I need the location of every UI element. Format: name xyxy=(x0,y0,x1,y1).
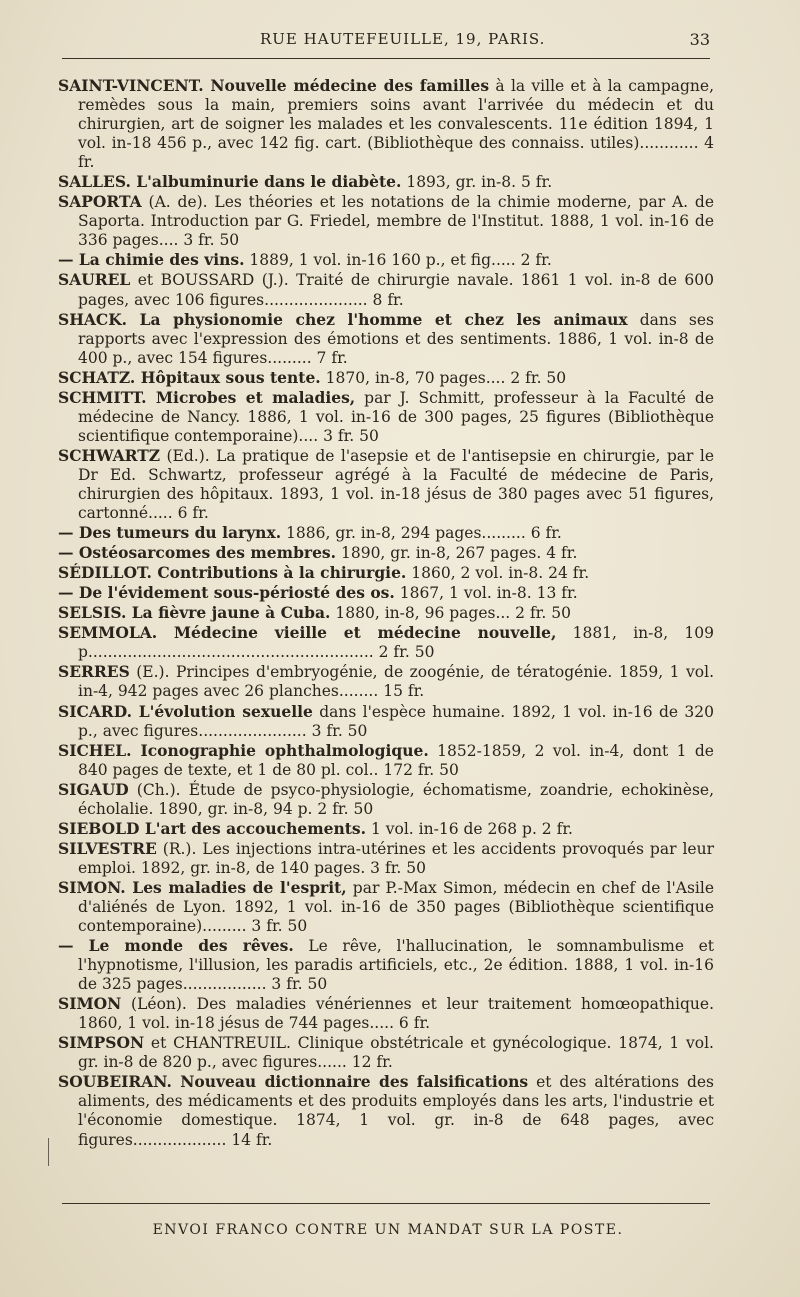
entry-heading: SCHWARTZ xyxy=(58,445,161,465)
entry-heading: SICHEL. xyxy=(58,740,132,760)
entry-heading: — De l'évidement sous-périosté des os. xyxy=(58,583,395,603)
entry-details: 1890, gr. in-8, 267 pages. 4 fr. xyxy=(336,544,578,563)
entry-heading: SOUBEIRAN. xyxy=(58,1072,172,1092)
catalog-entry xyxy=(58,368,714,388)
entry-title: L'albuminurie dans le diabète. xyxy=(130,172,402,192)
catalog-entry xyxy=(58,839,714,878)
footer-notice: ENVOI FRANCO CONTRE UN MANDAT SUR LA POSTE. xyxy=(152,1222,624,1238)
page-number: 33 xyxy=(689,30,710,49)
catalog-entry xyxy=(58,878,714,936)
entry-details: 1852-1859, 2 vol. in-4, dont 1 de 840 pages de texte, et 1 de 80 pl. col.. 172 fr. 50 xyxy=(78,741,714,779)
entry-heading: SHACK. xyxy=(58,309,128,329)
entry-title: Iconographie ophthalmologique. xyxy=(131,740,429,760)
catalog-entry xyxy=(58,388,714,446)
catalog-entry xyxy=(58,702,714,741)
catalog-entry xyxy=(58,741,714,780)
entry-heading: SELSIS. xyxy=(58,603,127,623)
entry-heading: — Ostéosarcomes des membres. xyxy=(58,543,337,563)
entry-title: Médecine vieille et médecine nouvelle, xyxy=(157,623,557,643)
catalog-entry xyxy=(58,250,714,270)
entry-details: 1889, 1 vol. in-16 160 p., et fig..... 2 fr. xyxy=(244,251,552,270)
entry-details: Le rêve, l'hallucination, le somnambulisme et l'hypnotisme, l'illusion, les paradis artificiels, etc., 2e édition. 1888, 1 vol. in-16 de 325 pages................. 3 fr. 50 xyxy=(78,937,714,994)
entry-details: 1 vol. in-16 de 268 p. 2 fr. xyxy=(366,819,573,838)
entry-title: Nouveau dictionnaire des falsifications xyxy=(171,1072,529,1092)
catalog-entry xyxy=(58,192,714,250)
catalog-entry xyxy=(58,603,714,623)
entry-details: (A. de). Les théories et les notations de la chimie moderne, par A. de Saporta. Introduction par G. Friedel, membre de l'Institut. 1888, 1 vol. in-16 de 336 pages.... 3 fr. 50 xyxy=(78,193,714,250)
entry-heading: SALLES. xyxy=(58,172,131,192)
entry-details: et CHANTREUIL. Clinique obstétricale et gynécologique. 1874, 1 vol. gr. in-8 de 820 p., avec figures...... 12 fr. xyxy=(78,1034,714,1072)
catalog-entry xyxy=(58,76,714,172)
entry-details: (Ch.). Étude de psyco-physiologie, échomatisme, zoandrie, echokinèse, écholalie. 1890, gr. in-8, 94 p. 2 fr. 50 xyxy=(78,780,714,818)
entry-heading: SIEBOLD xyxy=(58,818,140,838)
catalog-entry xyxy=(58,583,714,603)
catalog-entry xyxy=(58,563,714,583)
catalog-entry xyxy=(58,523,714,543)
header-rule xyxy=(62,58,710,59)
entry-heading: SAINT-VINCENT. xyxy=(58,76,204,95)
page-header xyxy=(60,30,710,54)
catalog-entry xyxy=(58,936,714,994)
catalog-list xyxy=(58,76,714,1150)
margin-mark xyxy=(48,1138,49,1166)
entry-heading: SAUREL xyxy=(58,270,131,290)
entry-details: 1867, 1 vol. in-8. 13 fr. xyxy=(394,584,578,603)
entry-details: à la ville et à la campagne, remèdes sous la main, premiers soins avant l'arrivée du médecin et du chirurgien, art de soigner les malades et les convalescents. 11e édition 1894, 1 vol. in-18 456 p., avec 142 fig. cart. (Bibliothèque des connaiss. utiles)............ 4 fr. xyxy=(78,77,714,172)
entry-title: L'évolution sexuelle xyxy=(131,701,313,721)
entry-heading: SAPORTA xyxy=(58,192,142,212)
catalog-entry xyxy=(58,270,714,309)
entry-details: et BOUSSARD (J.). Traité de chirurgie navale. 1861 1 vol. in-8 de 600 pages, avec 106 figures..................... 8 fr. xyxy=(78,271,714,309)
entry-details: 1870, in-8, 70 pages.... 2 fr. 50 xyxy=(320,368,567,387)
entry-details: (E.). Principes d'embryogénie, de zoogénie, de tératogénie. 1859, 1 vol. in-4, 942 pages avec 26 planches........ 15 fr. xyxy=(78,663,714,701)
entry-heading: — La chimie des vins. xyxy=(58,250,245,270)
catalog-entry xyxy=(58,172,714,192)
entry-heading: SCHMITT. xyxy=(58,387,147,407)
catalog-entry xyxy=(58,446,714,523)
running-head: RUE HAUTEFEUILLE, 19, PARIS. xyxy=(260,30,546,48)
entry-title: Hôpitaux sous tente. xyxy=(135,367,321,387)
entry-heading: SIGAUD xyxy=(58,779,129,799)
entry-heading: SIMON xyxy=(58,994,122,1014)
entry-heading: SEMMOLA. xyxy=(58,623,158,643)
entry-title: Contributions à la chirurgie. xyxy=(151,563,407,583)
entry-title: La physionomie chez l'homme et chez les animaux xyxy=(127,309,628,329)
catalog-entry xyxy=(58,662,714,701)
entry-details: dans l'espèce humaine. 1892, 1 vol. in-16 de 320 p., avec figures...................... 3 fr. 50 xyxy=(78,702,714,740)
entry-details: par J. Schmitt, professeur à la Faculté de médecine de Nancy. 1886, 1 vol. in-16 de 300 pages, 25 figures (Bibliothèque scientifique contemporaine).... 3 fr. 50 xyxy=(78,388,715,445)
entry-heading: SICARD. xyxy=(58,701,132,721)
entry-heading: — Le monde des rêves. xyxy=(58,936,294,956)
catalog-entry xyxy=(58,1033,714,1072)
entry-title: Les maladies de l'esprit, xyxy=(125,877,347,897)
catalog-entry xyxy=(58,623,714,662)
entry-details: et des altérations des aliments, des médicaments et des produits employés dans les arts, l'industrie et l'économie domestique. 1874, 1 vol. gr. in-8 de 648 pages, avec figures................... 14 fr. xyxy=(78,1073,714,1149)
entry-heading: — Des tumeurs du larynx. xyxy=(58,523,282,543)
catalog-entry xyxy=(58,994,714,1033)
entry-details: 1893, gr. in-8. 5 fr. xyxy=(401,173,553,192)
catalog-entry xyxy=(58,819,714,839)
entry-details: dans ses rapports avec l'expression des émotions et des sentiments. 1886, 1 vol. in-8 de 400 p., avec 154 figures......... 7 fr. xyxy=(78,310,714,367)
entry-details: (Ed.). La pratique de l'asepsie et de l'antisepsie en chirurgie, par le Dr Ed. Schwartz, professeur agrégé à la Faculté de médecine de Paris, chirurgien des hôpitaux. 1893, 1 vol. in-18 jésus de 380 pages avec 51 figures, cartonné..... 6 fr. xyxy=(78,446,714,523)
entry-details: 1886, gr. in-8, 294 pages......... 6 fr. xyxy=(281,524,562,543)
entry-details: par P.-Max Simon, médecin en chef de l'Asile d'aliénés de Lyon. 1892, 1 vol. in-16 de 350 pages (Bibliothèque scientifique contemporaine)......... 3 fr. 50 xyxy=(78,878,714,936)
footer-rule xyxy=(62,1203,710,1204)
entry-title: Microbes et maladies, xyxy=(146,387,356,407)
entry-title: L'art des accouchements. xyxy=(139,818,367,838)
catalog-entry xyxy=(58,780,714,819)
catalog-entry xyxy=(58,543,714,563)
catalog-entry xyxy=(58,1072,714,1149)
entry-details: 1880, in-8, 96 pages... 2 fr. 50 xyxy=(330,604,571,623)
entry-details: (R.). Les injections intra-utérines et les accidents provoqués par leur emploi. 1892, gr. in-8, de 140 pages. 3 fr. 50 xyxy=(78,839,714,877)
entry-heading: SIMPSON xyxy=(58,1033,145,1053)
entry-details: 1860, 2 vol. in-8. 24 fr. xyxy=(406,564,590,583)
entry-details: 1881, in-8, 109 p.......................................................... 2 fr. 50 xyxy=(78,624,714,662)
entry-heading: SCHATZ. xyxy=(58,367,136,387)
entry-title: La fièvre jaune à Cuba. xyxy=(126,603,331,623)
catalog-entry xyxy=(58,310,714,368)
entry-heading: SILVESTRE xyxy=(58,838,157,858)
entry-heading: SERRES xyxy=(58,662,130,682)
entry-heading: SÉDILLOT. xyxy=(58,563,152,583)
entry-heading: SIMON. xyxy=(58,877,126,897)
entry-title: Nouvelle médecine des familles xyxy=(203,76,490,95)
entry-details: (Léon). Des maladies vénériennes et leur traitement homœopathique. 1860, 1 vol. in-18 jésus de 744 pages..... 6 fr. xyxy=(78,995,714,1033)
